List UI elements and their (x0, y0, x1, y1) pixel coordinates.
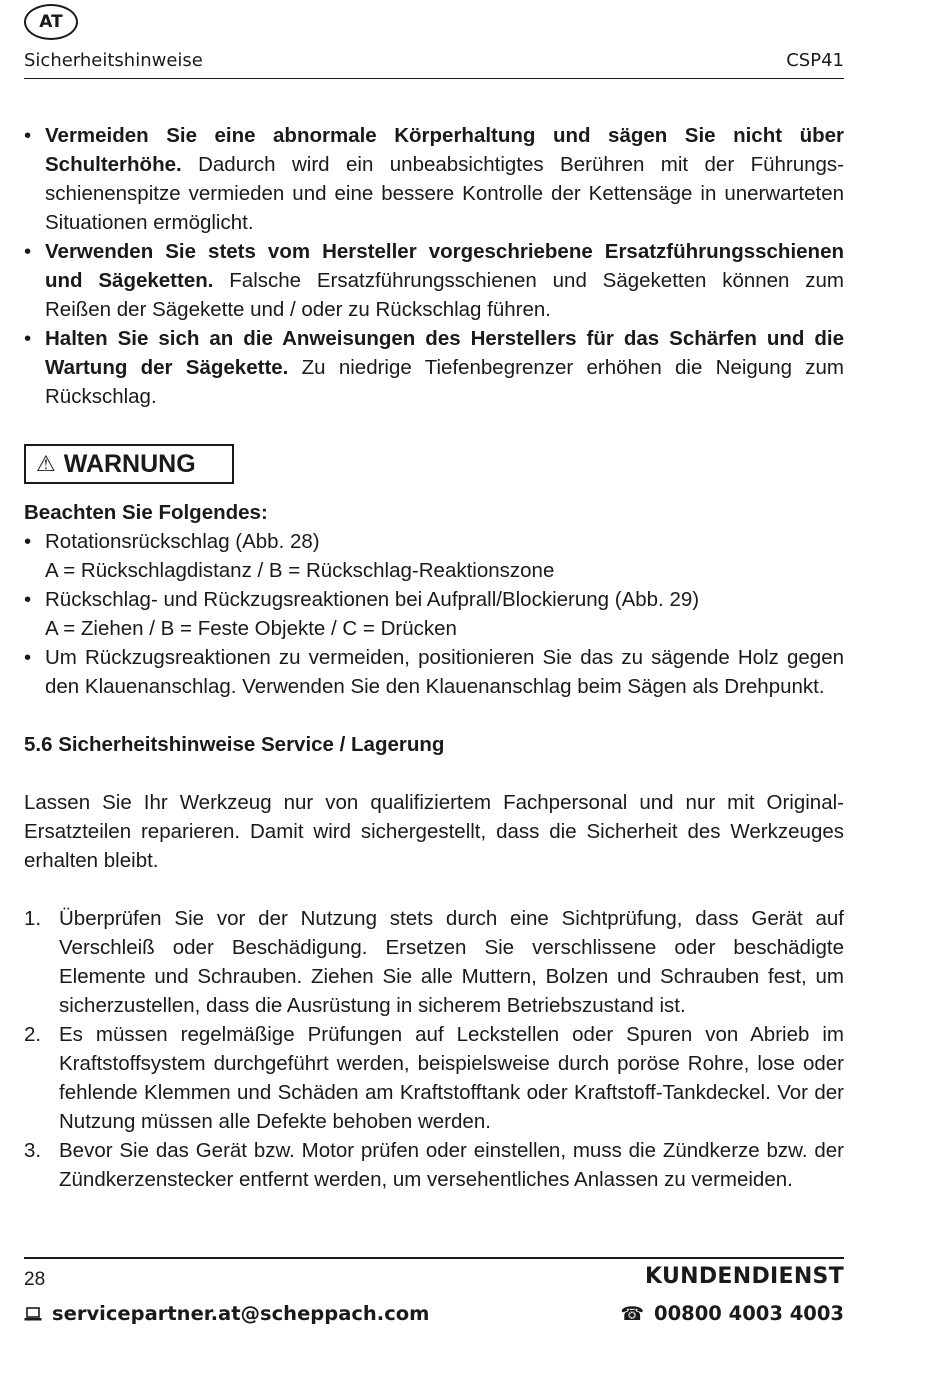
section-heading: 5.6 Sicherheitshinweise Service / Lagerung (24, 733, 445, 756)
header-divider (24, 78, 844, 79)
list-item (24, 237, 844, 324)
list-item (24, 324, 844, 411)
list-item (24, 585, 844, 643)
section-title: Sicherheitshinweise (24, 50, 203, 71)
numbered-item (24, 1020, 844, 1136)
email-address[interactable]: servicepartner.at@scheppach.com (52, 1302, 430, 1325)
bullet: • (24, 124, 32, 147)
item-text: Um Rückzugsreaktionen zu vermeiden, positionieren Sie das zu sägende Holz gegen den Klauenanschlag. Verwenden Sie den Klauenanschlag beim Sägen als Drehpunkt. (45, 646, 844, 698)
warning-list (24, 527, 844, 701)
phone-number[interactable]: 00800 4003 4003 (654, 1302, 844, 1325)
bullet-bold-text: Verwenden Sie stets vom Hersteller vorgeschriebene Ersatzführungsschienen und Sägeketten. (45, 240, 844, 292)
bullet: • (24, 530, 32, 553)
list-item (24, 527, 844, 585)
bullet-text: Zu niedrige Tiefenbegrenzer erhöhen die Neigung zum Rückschlag. (45, 356, 845, 408)
bullet: • (24, 646, 32, 669)
manual-page (24, 0, 844, 1374)
list-item (24, 643, 844, 701)
footer-email[interactable] (24, 1302, 430, 1325)
service-label: KUNDENDIENST (645, 1264, 844, 1289)
laptop-icon (24, 1306, 42, 1322)
item-number: 2. (24, 1023, 42, 1046)
bullet: • (24, 240, 32, 263)
bullet: • (24, 588, 32, 611)
service-intro: Lassen Sie Ihr Werkzeug nur von qualifiziertem Fachpersonal und nur mit Original-Ersatzteilen reparieren. Damit wird sichergestellt, dass die Sicherheit des Werkzeuges erhalten bleibt. (24, 791, 844, 872)
footer-phone[interactable] (620, 1302, 844, 1325)
footer-divider (24, 1257, 844, 1259)
page-number: 28 (24, 1269, 46, 1290)
bullet-bold-text: Vermeiden Sie eine abnormale Körperhaltung und sägen Sie nicht über Schulterhöhe. (45, 124, 844, 176)
country-badge: AT (24, 4, 78, 40)
item-text: Es müssen regelmäßige Prüfungen auf Leckstellen oder Spuren von Abrieb im Kraftstoffsystem durchgeführt werden, beispielsweise durch poröse Rohre, lose oder fehlende Klemmen und Schäden am Kraftstofftank oder Kraftstoff-Tankdeckel. Vor der Nutzung müssen alle Defekte behoben werden. (59, 1023, 844, 1133)
numbered-item (24, 904, 844, 1020)
item-number: 1. (24, 907, 42, 930)
bullet-bold-text: Halten Sie sich an die Anweisungen des Herstellers für das Schärfen und die Wartung der Sägekette. (45, 327, 844, 379)
warning-label: WARNUNG (63, 449, 196, 478)
item-text: Rückschlag- und Rückzugsreaktionen bei Aufprall/Blockierung (Abb. 29) (45, 588, 700, 611)
item-subtext: A = Rückschlagdistanz / B = Rückschlag-Reaktionszone (45, 559, 555, 582)
list-item (24, 121, 844, 237)
bullet-list-top (24, 121, 844, 411)
item-text: Bevor Sie das Gerät bzw. Motor prüfen oder einstellen, muss die Zündkerze bzw. der Zündkerzenstecker entfernt werden, um versehentliches Anlassen zu vermeiden. (59, 1139, 844, 1191)
warning-heading: Beachten Sie Folgendes: (24, 501, 268, 524)
warning-triangle-icon: ⚠ (36, 451, 56, 477)
item-text: Überprüfen Sie vor der Nutzung stets durch eine Sichtprüfung, dass Gerät auf Verschleiß oder Beschädigung. Ersetzen Sie verschlissene oder beschädigte Elemente und Schrauben. Ziehen Sie alle Muttern, Bolzen und Schrauben fest, um sicherzustellen, dass die Ausrüstung in sicherem Betriebszustand ist. (59, 907, 844, 1017)
item-text: Rotationsrückschlag (Abb. 28) (45, 530, 320, 553)
item-subtext: A = Ziehen / B = Feste Objekte / C = Drücken (45, 617, 457, 640)
warning-box (24, 444, 234, 484)
bullet: • (24, 327, 32, 350)
item-number: 3. (24, 1139, 42, 1162)
page-content (24, 121, 844, 1194)
bullet-text: Falsche Ersatzführungsschienen und Sägeketten können zum Reißen der Sägekette und / oder zu Rückschlag führen. (45, 269, 845, 321)
model-number: CSP41 (786, 50, 844, 71)
numbered-item (24, 1136, 844, 1194)
bullet-text: Dadurch wird ein unbeabsichtigtes Berühren mit der Führungsschienenspitze vermieden und eine bessere Kontrolle der Kettensäge in unerwarteten Situationen ermöglicht. (45, 153, 844, 234)
service-steps (24, 904, 844, 1194)
telephone-icon: ☎ (620, 1302, 645, 1325)
